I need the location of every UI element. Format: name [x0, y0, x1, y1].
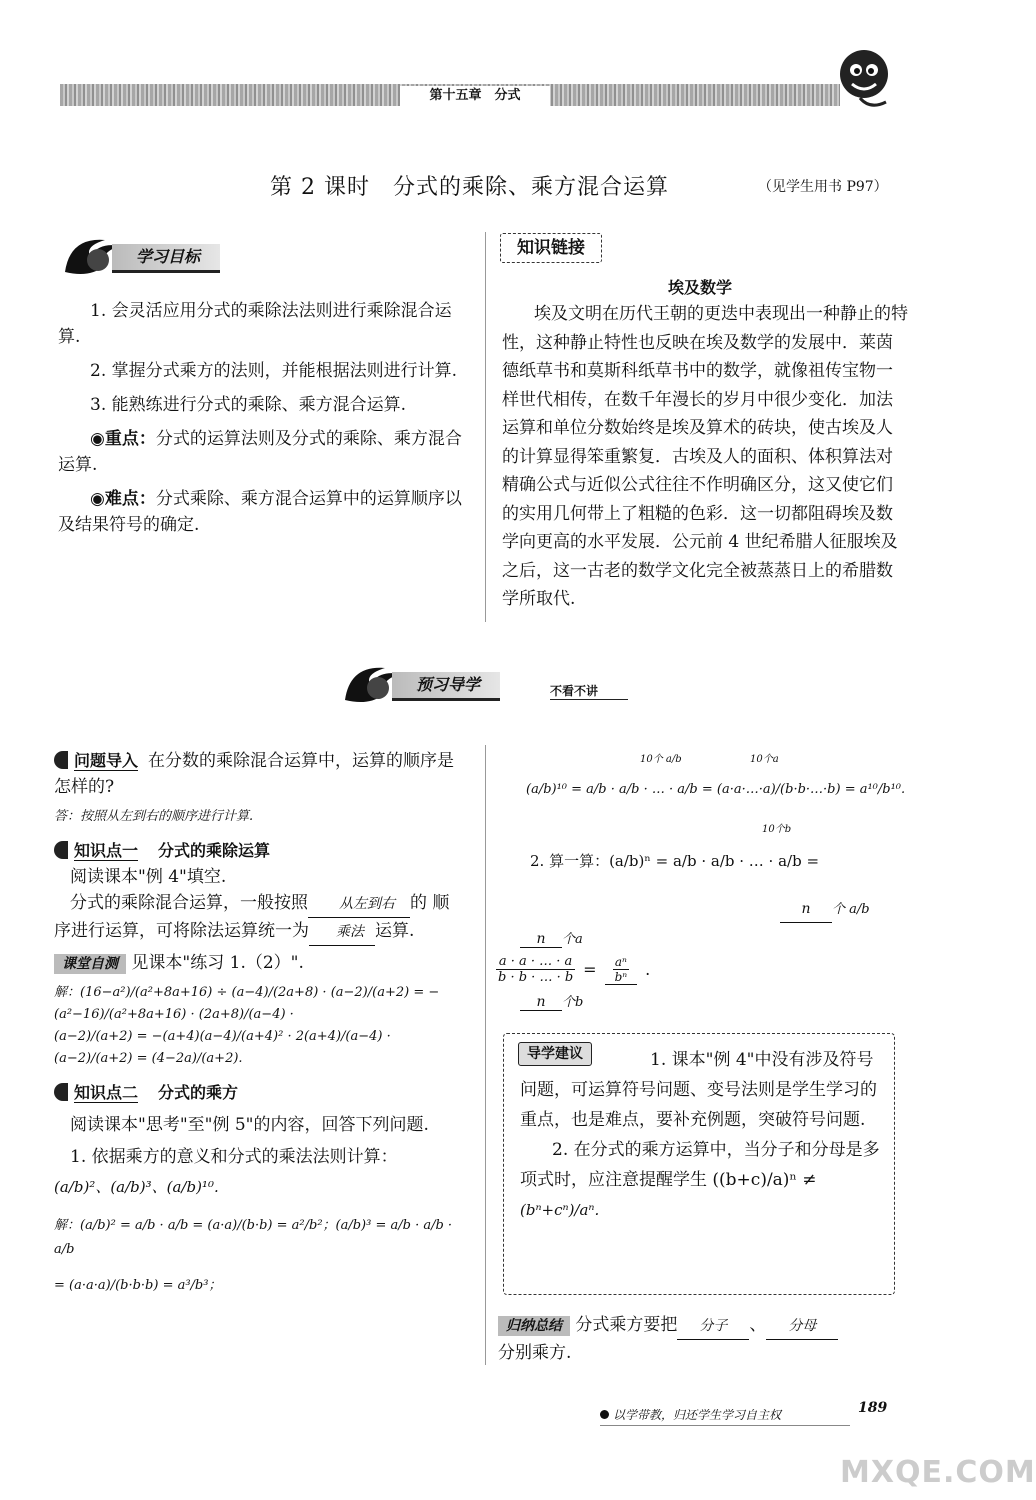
kp1-section [54, 838, 466, 1070]
column-divider [485, 745, 486, 1365]
product-numerator: a · a · … · a [496, 954, 575, 970]
footer-slogan [600, 1405, 850, 1426]
preview-sub: 不看不讲 [550, 682, 628, 700]
kp2-solution-line: 解：(a/b)² = a/b · a/b = (a·a)/(b·b) = a²/b²；(a/b)³ = a/b · a/b · a/b [54, 1218, 453, 1257]
n-b-count [520, 991, 736, 1011]
kp1-title: 分式的乘除运算 [158, 841, 271, 860]
power-n-result [496, 928, 736, 1011]
kp2-read: 阅读课本"思考"至"例 5"的内容，回答下列问题. [70, 1115, 429, 1135]
kp1-fill-text: 分式的乘除混合运算，一般按照 [70, 893, 308, 913]
knowledge-label: 知识链接 [500, 233, 602, 263]
brace-den-label: 10个b [762, 824, 792, 835]
kp1-fill [54, 890, 466, 946]
key-point [58, 426, 468, 478]
kp2-solution [54, 1214, 466, 1298]
intro-question: 在分数的乘除混合运算中，运算的顺序是怎样的? [54, 751, 455, 797]
summary-blank-numerator: 分子 [677, 1313, 749, 1340]
goals-label: 学习目标 [112, 244, 220, 273]
kp1-solution [54, 982, 466, 1070]
difficult-point [58, 486, 468, 538]
summary-text: 分式乘方要把 [575, 1315, 678, 1335]
key-point-label: ◉重点： [90, 429, 156, 449]
summary-sep: 、 [749, 1315, 767, 1335]
n-a-label: 个a [562, 932, 583, 947]
result-row: $\frac{a \cdot a \cdot \dots \cdot a}{b \cdot b \cdot \dots \cdot b}$ = $\frac{\text{aⁿ}}{\text{bⁿ}}$ . [498, 954, 651, 985]
ratio-numerator: aⁿ [613, 955, 630, 970]
kp2-solution-line: = (a·a·a)/(b·b·b) = a³/b³； [54, 1278, 222, 1293]
chapter-label: 第十五章 分式 [400, 86, 550, 106]
lesson-ref: （见学生用书 P97） [758, 179, 888, 195]
mascot-icon [830, 44, 900, 112]
suggestion-text [520, 1045, 886, 1225]
summary-blank-denominator: 分母 [766, 1313, 838, 1340]
n-count-label: 个 a/b [832, 902, 870, 917]
kp1-fill-text: 顺序进行运算，可将除法运算统一为 [54, 893, 450, 941]
practice-text: 见课本"练习 1.（2）". [131, 953, 304, 973]
column-divider [485, 232, 486, 622]
suggestion-label: 导学建议 [518, 1042, 592, 1066]
ratio-fraction [605, 955, 638, 985]
section-pill-icon [54, 1083, 68, 1101]
kp1-blank-op: 乘法 [309, 919, 375, 946]
suggestion-p2: 2. 在分式的乘方运算中，当分子和分母是多项式时，应注意提醒学生 ((b+c)/a)ⁿ ≠ [520, 1140, 880, 1190]
section-pill-icon [54, 751, 68, 769]
power-line: (a/b)¹⁰ = a/b · a/b · … · a/b = (a·a·…·a)/(b·b·…·b) = a¹⁰/b¹⁰. [526, 782, 906, 797]
practice-label: 课堂自测 [54, 954, 126, 974]
bullet-icon [600, 1410, 609, 1419]
power-n-line: 2. 算一算：(a/b)ⁿ = a/b · a/b · … · a/b = [530, 852, 820, 870]
knowledge-heading: 埃及数学 [667, 278, 732, 297]
goal-item: 2. 掌握分式乘方的法则，并能根据法则进行计算. [90, 361, 458, 381]
suggestion-p1: 1. 课本"例 4"中没有涉及符号问题，可运算符号问题、变号法则是学生学习的重点，也是难点，要补充例题，突破符号问题. [520, 1050, 877, 1130]
goal-item: 3. 能熟练进行分式的乘除、乘方混合运算. [90, 395, 407, 415]
intro-label: 问题导入 [74, 751, 139, 770]
key-point-text: 分式的运算法则及分式的乘除、乘方混合运算. [58, 429, 462, 475]
n-blank: n [780, 896, 832, 923]
section-pill-icon [54, 841, 68, 859]
n-blank: n [520, 994, 562, 1011]
kp1-solution-line: (a−2)/(a+2) = −(a+4)(a−4)/(a+4)² · 2(a+4)/(a−4) · (a−2)/(a+2) = (4−2a)/(a+2). [54, 1029, 391, 1066]
product-fraction [496, 954, 575, 985]
goal-item: 1. 会灵活应用分式的乘除法法则进行乘除混合运算. [58, 301, 452, 347]
preview-banner [340, 660, 640, 700]
kp1-fill-text: 运算. [375, 921, 415, 941]
n-blank: n [520, 931, 562, 948]
difficult-point-text: 分式乘除、乘方混合运算中的运算顺序以及结果符号的确定. [58, 489, 462, 535]
n-a-count [520, 928, 736, 948]
summary-section [498, 1312, 908, 1366]
power-n-question [530, 848, 910, 923]
summary-label: 归纳总结 [498, 1316, 570, 1336]
kp1-solution-line: 解：(16−a²)/(a²+8a+16) ÷ (a−4)/(2a+8) · (a−2)/(a+2) = −(a²−16)/(a²+8a+16) · (2a+8)/(a−4) · [54, 985, 440, 1022]
brace-top-label: 10个 a/b [640, 754, 682, 765]
suggestion-p3: (bⁿ+cⁿ)/aⁿ. [520, 1201, 600, 1219]
kp1-blank-order: 从左到右 [308, 891, 410, 918]
footer-slogan-text: 以学带教，归还学生学习自主权 [613, 1408, 782, 1422]
kp2-section [54, 1080, 466, 1298]
kp2-label: 知识点二 [74, 1083, 139, 1102]
summary-text-end: 分别乘方. [498, 1343, 572, 1363]
kp2-title: 分式的乘方 [158, 1083, 239, 1102]
knowledge-body: 埃及文明在历代王朝的更迭中表现出一种静止的特性，这种静止特性也反映在埃及数学的发展中．莱茵德纸草书和莫斯科纸草书中的数学，就像祖传宝物一样世代相传，在数千年漫长的岁月中很少变化．加法运算和单位分数始终是埃及算术的砖块，使古埃及人的计算显得笨重繁复．古埃及人的面积、体积算法对精确公式与近似公式往往不作明确区分，这又使它们的实用几何带上了粗糙的色彩．这一切都阻碍埃及数学向更高的水平发展．公元前 4 世纪希腊人征服埃及之后，这一古老的数学文化完全被蒸蒸日上的希腊数学所取代. [502, 304, 908, 609]
ratio-denominator: bⁿ [614, 969, 628, 984]
power-n-count [780, 896, 910, 923]
preview-label: 预习导学 [392, 672, 500, 701]
goals-banner [60, 232, 290, 272]
intro-section [54, 748, 466, 830]
difficult-point-label: ◉难点： [90, 489, 156, 509]
lesson-title: 第 2 课时 分式的乘除、乘方混合运算 [270, 175, 669, 200]
kp2-q1: 1. 依据乘方的意义和分式的乘法法则计算： [70, 1147, 398, 1167]
kp2-q1-expr: (a/b)²、(a/b)³、(a/b)¹⁰. [54, 1178, 219, 1196]
watermark: MXQE.COM [840, 1455, 1036, 1490]
kp1-fill-text: 的 [410, 893, 427, 913]
page-number: 189 [858, 1400, 888, 1416]
kp1-label: 知识点一 [74, 841, 139, 860]
n-b-label: 个b [562, 995, 584, 1010]
kp1-read: 阅读课本"例 4"填空. [70, 867, 227, 887]
product-denominator: b · b · … · b [498, 970, 574, 985]
brace-num-label: 10个a [750, 754, 779, 765]
goals-list [58, 298, 468, 538]
intro-answer: 答：按照从左到右的顺序进行计算. [54, 809, 254, 824]
